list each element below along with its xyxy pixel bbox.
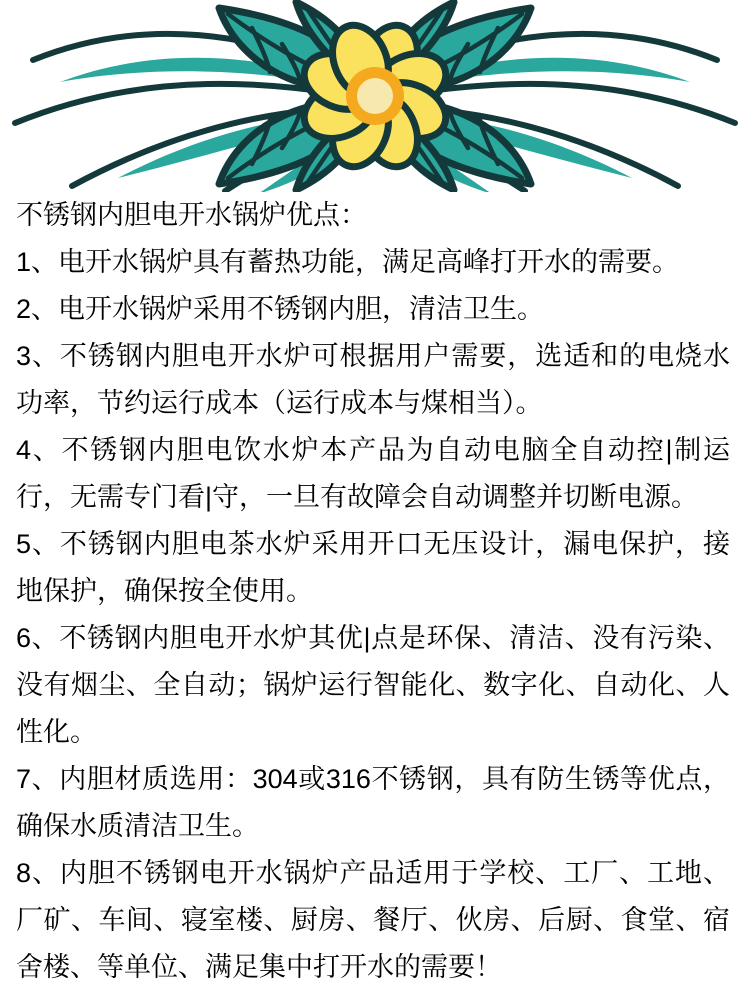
advantage-item-3: 3、不锈钢内胆电开水炉可根据用户需要，选适和的电烧水功率，节约运行成本（运行成本与煤相当）。 (16, 341, 730, 418)
advantages-text-block (0, 192, 750, 991)
advantage-item-5: 5、不锈钢内胆电茶水炉采用开口无压设计，漏电保护，接地保护，确保按全使用。 (16, 529, 730, 606)
advantage-item-1: 1、电开水锅炉具有蓄热功能，满足高峰打开水的需要。 (16, 247, 680, 277)
advantage-item-8: 8、内胆不锈钢电开水锅炉产品适用于学校、工厂、工地、厂矿、车间、寝室楼、厨房、餐厅、伙房、后厨、食堂、宿舍楼、等单位、满足集中打开水的需要！ (16, 858, 730, 982)
flower-center (357, 78, 393, 114)
advantages-title: 不锈钢内胆电开水锅炉优点： (16, 200, 367, 230)
advantage-item-6: 6、不锈钢内胆电开水炉其优|点是环保、清洁、没有污染、没有烟尘、全自动；锅炉运行智能化、数字化、自动化、人性化。 (16, 623, 730, 747)
advantage-item-2: 2、电开水锅炉采用不锈钢内胆，清洁卫生。 (16, 294, 545, 324)
floral-divider-graphic (0, 0, 750, 192)
advantage-item-4: 4、不锈钢内胆电饮水炉本产品为自动电脑全自动控|制运行，无需专门看|守，一旦有故障会自动调整并切断电源。 (16, 435, 730, 512)
advantage-item-7: 7、内胆材质选用：304或316不锈钢，具有防生锈等优点，确保水质清洁卫生。 (16, 764, 730, 841)
floral-divider (0, 0, 750, 192)
